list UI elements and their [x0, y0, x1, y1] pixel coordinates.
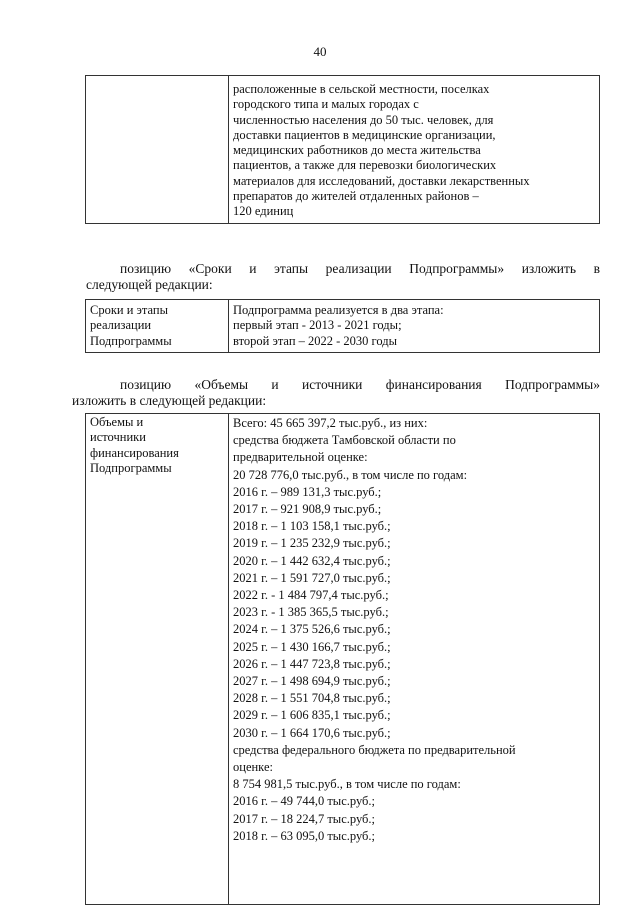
- continuation-text: расположенные в сельской местности, поселках городского типа и малых городах с численностью населения до 50 тыс. человек, для доставки пациентов в медицинские организации, медицинских работников до места жительства пациентов, а также для перевозки биологических материалов для исследований, доставки лекарственных препаратов до жителей отдаленных районов – 120 единиц: [233, 82, 530, 219]
- funding-table: [85, 413, 600, 905]
- funding-text: Всего: 45 665 397,2 тыс.руб., из них: средства бюджета Тамбовской области по предварительной оценке: 20 728 776,0 тыс.руб., в том числе по годам: 2016 г. – 989 131,3 тыс.руб.; 2017 г. – 921 908,9 тыс.руб.; 2018 г. – 1 103 158,1 тыс.руб.; 2019 г. – 1 235 232,9 тыс.руб.; 2020 г. – 1 442 632,4 тыс.руб.; 2021 г. – 1 591 727,0 тыс.руб.; 2022 г. - 1 484 797,4 тыс.руб.; 2023 г. - 1 385 365,5 тыс.руб.; 2024 г. – 1 375 526,6 тыс.руб.; 2025 г. – 1 430 166,7 тыс.руб.; 2026 г. – 1 447 723,8 тыс.руб.; 2027 г. – 1 498 694,9 тыс.руб.; 2028 г. – 1 551 704,8 тыс.руб.; 2029 г. – 1 606 835,1 тыс.руб.; 2030 г. – 1 664 170,6 тыс.руб.; средства федерального бюджета по предварительной оценке: 8 754 981,5 тыс.руб., в том числе по годам: 2016 г. – 49 744,0 тыс.руб.; 2017 г. – 18 224,7 тыс.руб.; 2018 г. – 63 095,0 тыс.руб.;: [233, 416, 516, 843]
- table-left-cell: Объемы и источники финансирования Подпрограммы: [86, 414, 229, 905]
- table-row: [86, 300, 600, 353]
- table-right-cell: [229, 76, 600, 224]
- table-right-cell: [229, 414, 600, 905]
- table-right-cell: Подпрограмма реализуется в два этапа: первый этап - 2013 - 2021 годы; второй этап – 2022 - 2030 годы: [229, 300, 600, 353]
- table-left-cell: Сроки и этапы реализации Подпрограммы: [86, 300, 229, 353]
- paragraph-funding-intro: позицию «Объемы и источники финансирования Подпрограммы» изложить в следующей редакции:: [72, 377, 600, 408]
- terms-table: [85, 299, 600, 353]
- table-row: [86, 414, 600, 905]
- continuation-table: [85, 75, 600, 224]
- table-left-cell: [86, 76, 229, 224]
- table-row: [86, 76, 600, 224]
- paragraph-terms-intro: позицию «Сроки и этапы реализации Подпрограммы» изложить в следующей редакции:: [86, 261, 600, 292]
- page-number: 40: [313, 44, 327, 59]
